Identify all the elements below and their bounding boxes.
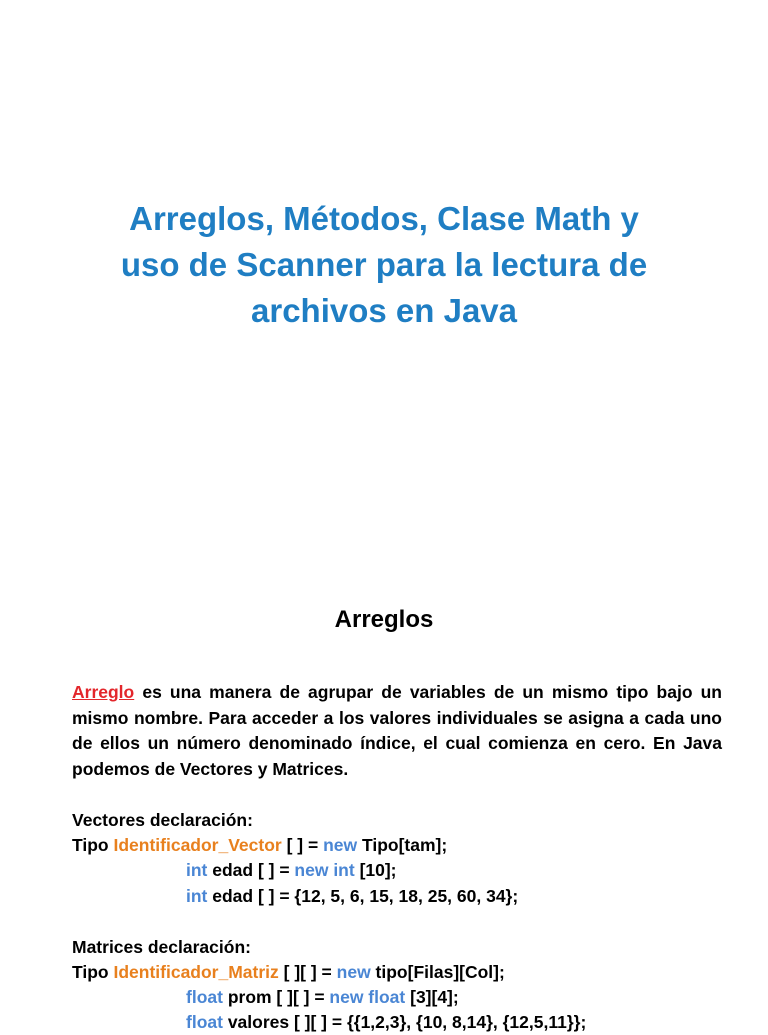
matrix-example-1 [186, 985, 459, 1010]
code-keyword: float [186, 987, 223, 1007]
definition-paragraph [72, 680, 722, 782]
definition-text: es una manera de agrupar de variables de un mismo tipo bajo un mismo nombre. Para acceder a los valores individuales se asigna a cada uno de ellos un número denominado índice, el cual comienza en cero. En Java podemos de Vectores y Matrices. [72, 682, 722, 779]
code-text: edad [ ] = {12, 5, 6, 15, 18, 25, 60, 34}; [207, 886, 519, 906]
code-keyword: int [186, 860, 208, 880]
vector-example-2 [186, 884, 518, 909]
code-keyword: int [186, 886, 208, 906]
code-text: prom [ ][ ] = [222, 987, 330, 1007]
code-text: [ ] = [281, 835, 324, 855]
code-identifier: Identificador_Matriz [113, 962, 279, 982]
vector-example-1 [186, 858, 397, 883]
code-keyword: new int [294, 860, 355, 880]
code-keyword: new [336, 962, 371, 982]
code-text: Tipo [72, 962, 114, 982]
code-keyword: new float [329, 987, 406, 1007]
code-text: [3][4]; [405, 987, 459, 1007]
code-keyword: new [323, 835, 358, 855]
section-heading: Arreglos [334, 606, 434, 633]
code-text: [ ][ ] = [278, 962, 337, 982]
matrix-syntax-line [72, 960, 505, 985]
code-text: valores [ ][ ] = {{1,2,3}, {10, 8,14}, {12,5,11}}; [222, 1012, 587, 1032]
code-text: Tipo [72, 835, 114, 855]
title-line-3: archivos en Java [251, 292, 517, 329]
term-arreglo: Arreglo [72, 682, 135, 702]
code-keyword: float [186, 1012, 223, 1032]
code-text: edad [ ] = [207, 860, 295, 880]
matrix-example-2 [186, 1010, 586, 1035]
code-text: tipo[Filas][Col]; [370, 962, 505, 982]
title-line-1: Arreglos, Métodos, Clase Math y [129, 200, 639, 237]
slide-title [60, 196, 708, 334]
code-identifier: Identificador_Vector [113, 835, 282, 855]
matrices-label: Matrices declaración: [72, 937, 251, 957]
vectores-label: Vectores declaración: [72, 810, 253, 830]
title-line-2: uso de Scanner para la lectura de [120, 246, 648, 283]
code-text: Tipo[tam]; [357, 835, 448, 855]
vector-syntax-line [72, 833, 447, 858]
code-text: [10]; [354, 860, 397, 880]
